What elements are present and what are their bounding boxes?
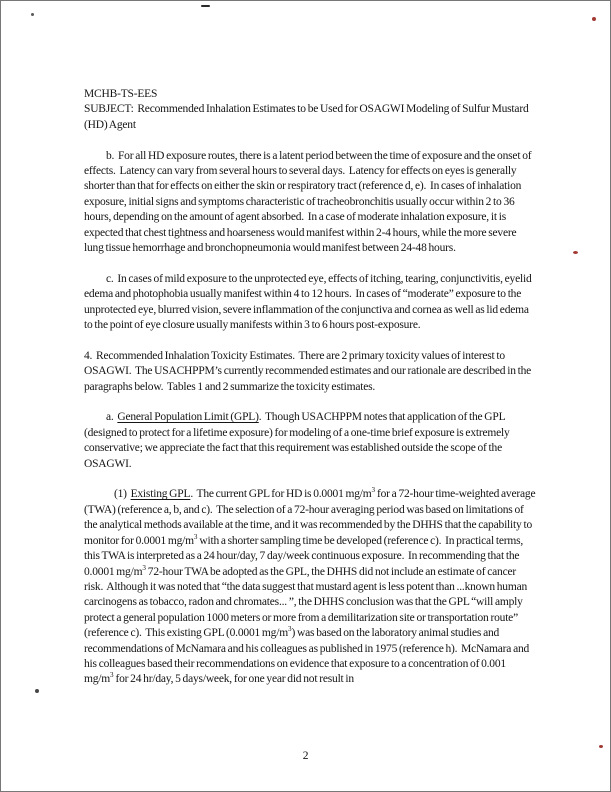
office-symbol: MCHB-TS-EES xyxy=(84,88,158,100)
document-content xyxy=(84,87,536,703)
document-header xyxy=(84,87,536,133)
paragraph-4a: a. General Population Limit (GPL). Though USACHPPM notes that application of the GPL (designed to protect for a lifetime exposure) for modeling of a one-time brief exposure is extremely conservative; we appreciate the fact that this requirement was established outside the scope of the OSAGWI. xyxy=(84,411,512,470)
document-body xyxy=(84,149,536,688)
scan-artifact xyxy=(573,251,578,254)
scan-artifact xyxy=(31,13,34,16)
paragraph-c: c. In cases of mild exposure to the unprotected eye, effects of itching, tearing, conjunctivitis, eyelid edema and photophobia usually manifest within 4 to 12 hours. In cases of “moderate” exposure to the unprotected eye, blurred vision, severe inflammation of the conjunctiva and cornea as well as lid edema to the point of eye closure usually manifests within 3 to 6 hours post-exposure. xyxy=(84,272,534,332)
page-number: 2 xyxy=(302,750,309,762)
scan-artifact xyxy=(35,689,39,693)
scan-artifact xyxy=(599,745,603,748)
paragraph-b: b. For all HD exposure routes, there is a latent period between the time of exposure and the onset of effects. Latency can vary from several hours to several days. Latency for effects on eyes is generally shorter than that for effects on either the skin or respiratory tract (reference d, e). In cases of inhalation exposure, initial signs and symptoms characteristic of tracheobronchitis usually occur within 2 to 36 hours, depending on the amount of agent absorbed. In a case of moderate inhalation exposure, it is expected that chest tightness and hoarseness would manifest within 2-4 hours, while the more severe lung tissue hemorrhage and bronchopneumonia would manifest between 24-48 hours. xyxy=(84,149,534,255)
paragraph-4: 4. Recommended Inhalation Toxicity Estimates. There are 2 primary toxicity values of interest to OSAGWI. The USACHPPM’s currently recommended estimates and our rationale are described in the paragraphs below. Tables 1 and 2 summarize the toxicity estimates. xyxy=(84,349,533,393)
subject-line: SUBJECT: Recommended Inhalation Estimates to be Used for OSAGWI Modeling of Sulfur Mustard (HD) Agent xyxy=(84,103,531,131)
scan-artifact xyxy=(592,17,596,21)
paragraph-4a1: (1) Existing GPL. The current GPL for HD is 0.0001 $mg/m^3$ for a 72-hour time-weighted average (TWA) (reference a, b, and c). The selection of a 72-hour averaging period was based on limitations of the analytical methods available at the time, and it was recommended by the DHHS that the capability to monitor for 0.0001 $mg/m^3$ with a shorter sampling time be developed (reference c). In practical terms, this TWA is interpreted as a 24 hour/day, 7 day/week continuous exposure. In recommending that the 0.0001 $mg/m^3$ 72-hour TWA be adopted as the GPL, the DHHS did not include an estimate of cancer risk. Although it was noted that “the data suggest that mustard agent is less potent than ...known human carcinogens as tobacco, radon and chromates... ”, the DHHS conclusion was that the GPL “will amply protect a general population 1000 meters or more from a demilitarization site or transportation route” (reference c). This existing GPL (0.0001 $mg/m^3$) was based on the laboratory animal studies and recommendations of McNamara and his colleagues as published in 1975 (reference h). McNamara and his colleagues based their recommendations on evidence that exposure to a concentration of 0.001 $mg/m^3$ for 24 hr/day, 5 days/week, for one year did not result in xyxy=(84,486,538,686)
scan-artifact xyxy=(201,5,210,7)
